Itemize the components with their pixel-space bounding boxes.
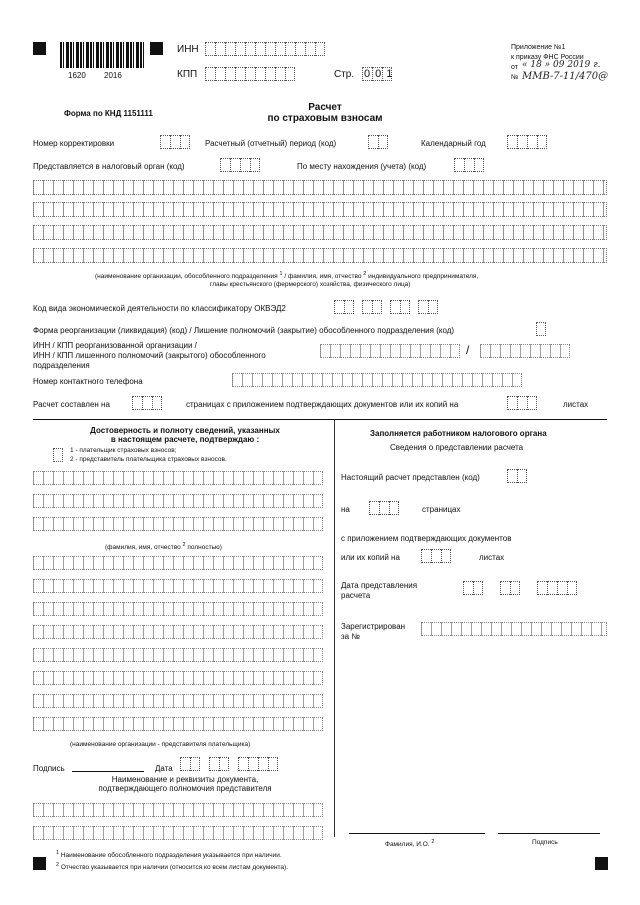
form-title-line2: по страховым взносам — [267, 113, 383, 124]
fio-row-1[interactable] — [33, 471, 323, 485]
doc-heading-line1: Наименование и реквизиты документа, — [111, 775, 259, 784]
sign-date-year[interactable] — [238, 757, 278, 771]
appendix-date: « 18 » 09 2019 г. — [522, 60, 601, 70]
correction-label: Номер корректировки — [33, 139, 115, 148]
org-row-7[interactable] — [33, 694, 323, 708]
sign-label: Подпись — [33, 764, 65, 773]
okved-field-4[interactable] — [418, 300, 438, 314]
left-heading-line2: в настоящем расчете, подтверждаю : — [110, 435, 260, 444]
form-title — [250, 102, 400, 124]
sign-date-day[interactable] — [180, 757, 200, 771]
tax-authority-label: Представляется в налоговый орган (код) — [33, 162, 185, 171]
reorg-kpp-field[interactable] — [480, 344, 570, 358]
reg-number-field[interactable] — [421, 622, 607, 636]
period-label: Расчетный (отчетный) период (код) — [205, 139, 337, 148]
copies-label: или их копий на — [341, 553, 400, 562]
column-divider — [334, 419, 335, 837]
org-row-4[interactable] — [33, 625, 323, 639]
signer-option-1: 1 - плательщик страховых взносов; — [70, 447, 177, 454]
kpp-label: КПП — [177, 69, 198, 80]
appendix-label: Приложение №1 — [511, 44, 566, 51]
inn-kpp-reorg-line3: подразделения — [33, 361, 90, 370]
kpp-field[interactable] — [205, 67, 295, 81]
attach-label: с приложением подтверждающих документов — [341, 534, 512, 543]
right-heading: Заполняется работником налогового органа — [370, 429, 547, 438]
left-heading — [40, 426, 330, 444]
appendix-no: ММВ-7-11/470@ — [522, 71, 609, 82]
right-sign-line[interactable] — [498, 833, 600, 834]
pages-label-1: Расчет составлен на — [33, 400, 110, 409]
org-caption: (наименование организации - представителя плательщика) — [70, 741, 251, 748]
okved-field-3[interactable] — [390, 300, 410, 314]
submitted-code-field[interactable] — [507, 469, 527, 483]
submitted-label: Настоящий расчет представлен (код) — [341, 473, 480, 482]
inn-kpp-reorg-line1: ИНН / КПП реорганизованной организации / — [33, 341, 197, 350]
section-divider — [33, 419, 607, 420]
doc-heading — [40, 775, 330, 793]
location-label: По месту нахождения (учета) (код) — [297, 162, 427, 171]
org-row-3[interactable] — [33, 602, 323, 616]
reg-label-2: за № — [341, 632, 360, 641]
inn-kpp-reorg-line2: ИНН / КПП лишенного полномочий (закрытого) обособленного — [33, 351, 266, 360]
org-row-2[interactable] — [33, 579, 323, 593]
okved-field-2[interactable] — [362, 300, 382, 314]
right-fio-line[interactable] — [349, 833, 485, 834]
name-caption-line2: главы крестьянского (фермерского) хозяйства, физического лица) — [210, 281, 411, 288]
date-label: Дата — [155, 764, 173, 773]
reorg-inn-field[interactable] — [320, 344, 460, 358]
name-caption-line1: (наименование организации, обособленного подразделения $^1$ / фамилия, имя, отчество $^2$ индивидуального предпринимателя, — [95, 271, 479, 281]
doc-heading-line2: подтверждающего полномочия представителя — [98, 784, 272, 793]
right-pages-field[interactable] — [369, 501, 399, 515]
phone-field[interactable] — [232, 373, 522, 387]
reorg-slash: / — [466, 343, 470, 357]
location-field[interactable] — [454, 158, 484, 172]
name-row-3[interactable] — [33, 225, 607, 240]
doc-row-1[interactable] — [33, 803, 323, 817]
correction-field[interactable] — [160, 135, 190, 149]
submit-date-label-2: расчета — [341, 591, 371, 600]
sheets-count-field[interactable] — [507, 396, 537, 410]
pages-label-2: страницах с приложением подтверждающих документов или их копий на — [186, 400, 459, 409]
sign-date-month[interactable] — [209, 757, 229, 771]
right-pages-label: страницах — [422, 505, 461, 514]
form-knd: Форма по КНД 1151111 — [64, 109, 153, 118]
reg-label-1: Зарегистрирован — [341, 622, 406, 631]
signer-option-2: 2 - представитель плательщика страховых взносов. — [70, 456, 227, 463]
inn-label: ИНН — [177, 44, 199, 55]
form-title-line1: Расчет — [308, 102, 342, 113]
right-subheading: Сведения о представлении расчета — [390, 443, 524, 452]
footnote-2: $^2$ Отчество указывается при наличии (относится ко всем листам документа). — [56, 862, 289, 872]
name-row-2[interactable] — [33, 202, 607, 217]
inn-field[interactable] — [205, 42, 325, 56]
pages-count-field[interactable] — [132, 396, 162, 410]
corner-marker-top-mid — [150, 42, 163, 55]
year-field[interactable] — [507, 135, 547, 149]
left-heading-line1: Достоверность и полноту сведений, указанных — [90, 426, 280, 435]
doc-row-2[interactable] — [33, 826, 323, 840]
barcode-number-right: 2016 — [104, 71, 122, 80]
submit-date-label-1: Дата представления — [341, 581, 418, 590]
name-row-1[interactable] — [33, 180, 607, 195]
sign-line[interactable] — [72, 771, 144, 772]
sheets-label: листах — [479, 553, 505, 562]
corner-marker-bottom-left — [33, 857, 46, 870]
on-label: на — [341, 505, 350, 514]
submit-date-month[interactable] — [500, 581, 520, 595]
signer-type-field[interactable] — [53, 448, 63, 462]
okved-field-1[interactable] — [334, 300, 354, 314]
appendix-date-prefix: от — [511, 64, 518, 71]
page-number: 0 0 1 — [364, 68, 394, 80]
right-fio-label: Фамилия, И.О. $^2$ — [385, 839, 435, 849]
tax-authority-field[interactable] — [220, 158, 260, 172]
submit-date-year[interactable] — [537, 581, 577, 595]
phone-label: Номер контактного телефона — [33, 377, 143, 386]
fio-row-3[interactable] — [33, 517, 323, 531]
reorg-label: Форма реорганизации (ликвидация) (код) / Лишение полномочий (закрытие) обособленного подразделения (код) — [33, 326, 455, 335]
footnote-1: $^1$ Наименование обособленного подразделения указывается при наличии. — [56, 850, 282, 860]
name-row-4[interactable] — [33, 248, 607, 263]
appendix-order: к приказу ФНС России — [511, 54, 584, 61]
right-sign-label: Подпись — [532, 839, 558, 846]
appendix-no-prefix: № — [511, 74, 519, 81]
pages-label-3: листах — [563, 400, 589, 409]
fio-row-2[interactable] — [33, 494, 323, 508]
period-field[interactable] — [368, 135, 388, 149]
barcode — [60, 42, 144, 68]
org-row-6[interactable] — [33, 671, 323, 685]
org-row-5[interactable] — [33, 648, 323, 662]
corner-marker-bottom-right — [595, 857, 608, 870]
org-row-1[interactable] — [33, 556, 323, 570]
corner-marker-top-left — [33, 42, 46, 55]
okved-label: Код вида экономической деятельности по классификатору ОКВЭД2 — [33, 304, 286, 313]
fio-caption: (фамилия, имя, отчество $^2$ полностью) — [105, 542, 222, 552]
copies-field[interactable] — [421, 549, 451, 563]
barcode-number-left: 1620 — [68, 71, 86, 80]
year-label: Календарный год — [421, 139, 486, 148]
org-row-8[interactable] — [33, 717, 323, 731]
submit-date-day[interactable] — [463, 581, 483, 595]
reorg-field[interactable] — [536, 322, 546, 336]
page-label: Стр. — [334, 69, 355, 80]
